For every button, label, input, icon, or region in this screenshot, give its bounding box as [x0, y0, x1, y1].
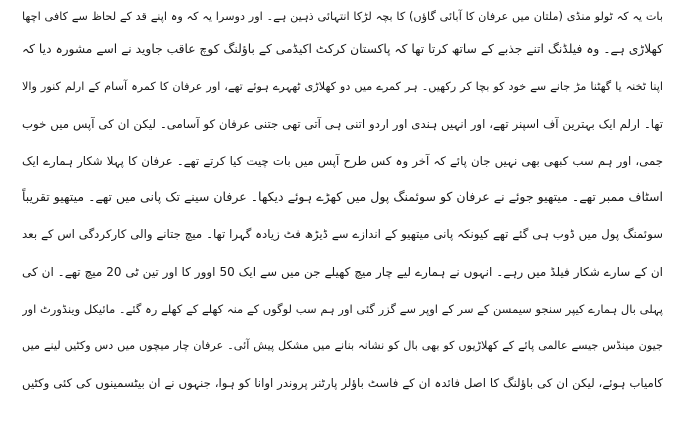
paragraph-line: پہلی بال ہمارے کیپر سنجو سیمسن کے سر کے اوپر سے گزر گئی اور ہم سب لوگوں کے منہ کھلے کے کھلے رہ گئے۔ مائیکل وینڈورٹ اور [22, 302, 663, 316]
paragraph-line: کامیاب ہوئے، لیکن ان کی باؤلنگ کا اصل فائدہ ان کے فاسٹ باؤلر پارٹنر پروندر اوانا کو ہوا، جنہوں نے ان بیٹسمینوں کی کئی وکٹیں [22, 376, 663, 390]
paragraph-line: بات یہ کہ ٹولو منڈی (ملتان میں عرفان کا آبائی گاؤں) کا بچہ لڑکا انتہائی ذہین ہے۔ اور دوسرا یہ کہ وہ اپنے قد کے لحاظ سے کافی اچھا [22, 10, 663, 23]
paragraph-line: ان کے سارے شکار فیلڈ میں رہے۔ انہوں نے ہمارے لیے چار میچ کھیلے جن میں سے ایک 50 اوور کا اور تین ٹی 20 میچ تھے۔ ان کی [22, 265, 663, 279]
paragraph-line: جیون مینڈس جیسے عالمی پائے کے کھلاڑیوں کو بھی بال کو نشانہ بنانے میں مشکل پیش آئی۔ عرفان چار میچوں میں دس وکٹیں لینے میں [22, 339, 663, 352]
paragraph-line: سوئمنگ پول میں ڈوب ہی گئے تھے کیونکہ پانی میتھیو کے اندازے سے ڈیڑھ فٹ زیادہ گہرا تھا۔ میچ جتانے والی کارکردگی اس کے بعد [22, 227, 663, 241]
paragraph-line: تھا۔ ارلم ایک بہترین آف اسپنر تھے، اور انہیں ہندی اور اردو اتنی ہی آتی تھی جتنی عرفان کو آسامی۔ لیکن ان کی آپس میں خوب [22, 117, 663, 131]
paragraph-line: جمی، اور ہم سب کبھی بھی نہیں جان پائے کہ آخر وہ کس طرح آپس میں بات چیت کیا کرتے تھے۔ عرفان کا پہلا شکار ہمارے ایک [22, 154, 663, 168]
paragraph-line: کھلاڑی ہے۔ وہ فیلڈنگ اتنے جذبے کے ساتھ کرتا تھا کہ پاکستان کرکٹ اکیڈمی کے باؤلنگ کوچ عاقب جاوید نے اسے مشورہ دیا کہ [22, 42, 663, 56]
paragraph-line: اسٹاف ممبر تھے۔ میتھیو جوئے نے عرفان کو سوئمنگ پول میں کھڑے ہوئے دیکھا۔ عرفان سینے تک پانی میں تھے۔ میتھیو تقریباً [22, 189, 663, 204]
paragraph-line: اپنا ٹخنہ یا گھٹنا مڑ جانے سے خود کو بچا کر رکھیں۔ ہر کمرے میں دو کھلاڑی ٹھہرے ہوئے تھے، اور عرفان کا کمرہ آسام کے ارلم کنور والا [22, 80, 663, 93]
